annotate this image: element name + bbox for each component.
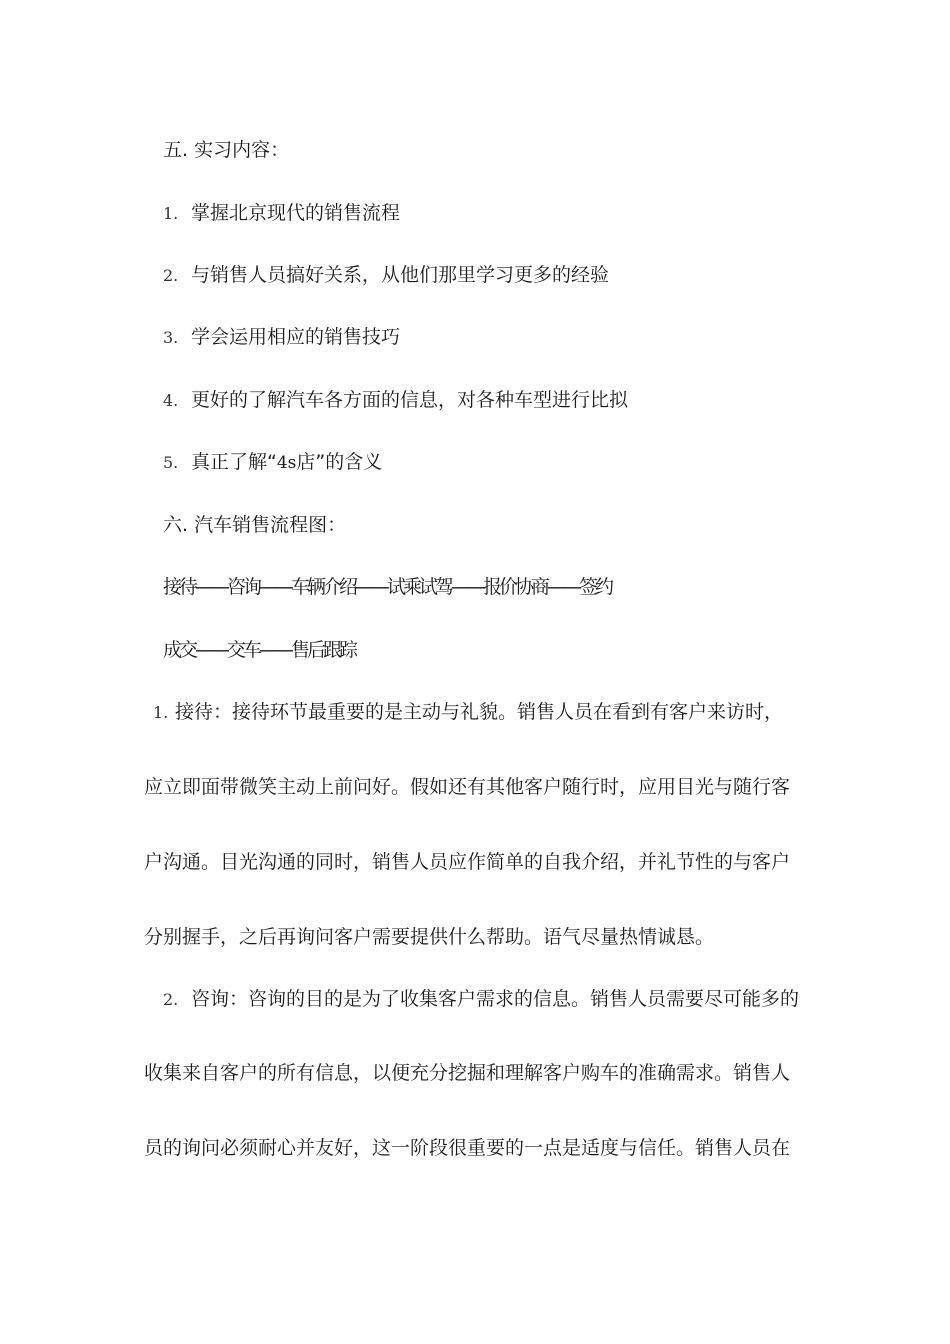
paragraph-1-line: 应立即面带微笑主动上前问好。假如还有其他客户随行时，应用目光与随行客: [144, 776, 791, 798]
list-number: 1.: [163, 204, 179, 223]
flow-line-1: 接待——咨询——车辆介绍——试乘试驾——报价协商——签约: [163, 576, 612, 598]
list-text: 与销售人员搞好关系，从他们那里学习更多的经验: [191, 264, 610, 286]
flow-line-2: 成交——交车——售后跟踪: [163, 639, 356, 661]
paragraph-text: 咨询：咨询的目的是为了收集客户需求的信息。销售人员需要尽可能多的: [191, 988, 800, 1010]
paragraph-number: 1.: [153, 703, 169, 722]
section-heading-6: 六. 汽车销售流程图：: [163, 514, 347, 536]
paragraph-2-line: 收集来自客户的所有信息，以便充分挖掘和理解客户购车的准确需求。销售人: [144, 1062, 791, 1084]
paragraph-1-first-line: [153, 698, 783, 727]
paragraph-text: 接待：接待环节最重要的是主动与礼貌。销售人员在看到有客户来访时，: [175, 701, 784, 723]
list-text: 掌握北京现代的销售流程: [191, 202, 401, 224]
list-text: 店”的含义: [296, 451, 383, 473]
list-text: 真正了解“: [191, 451, 277, 473]
list-item: [163, 323, 400, 352]
paragraph-1-line: 分别握手，之后再询问客户需要提供什么帮助。语气尽量热情诚恳。: [144, 926, 715, 948]
list-item: [163, 448, 382, 477]
list-text: 更好的了解汽车各方面的信息，对各种车型进行比拟: [191, 389, 629, 411]
paragraph-number: 2.: [163, 990, 179, 1009]
list-number: 4.: [163, 391, 179, 410]
list-number: 5.: [163, 453, 179, 472]
list-text-latin: 4s: [276, 453, 297, 473]
section-heading-5: 五. 实习内容：: [163, 139, 290, 161]
list-number: 2.: [163, 266, 179, 285]
list-item: [163, 199, 400, 228]
paragraph-2-first-line: [163, 985, 799, 1014]
list-item: [163, 386, 628, 415]
list-item: [163, 261, 609, 290]
list-number: 3.: [163, 328, 179, 347]
paragraph-2-line: 员的询问必须耐心并友好，这一阶段很重要的一点是适度与信任。销售人员在: [144, 1137, 791, 1159]
paragraph-1-line: 户沟通。目光沟通的同时，销售人员应作简单的自我介绍，并礼节性的与客户: [144, 851, 791, 873]
list-text: 学会运用相应的销售技巧: [191, 326, 401, 348]
